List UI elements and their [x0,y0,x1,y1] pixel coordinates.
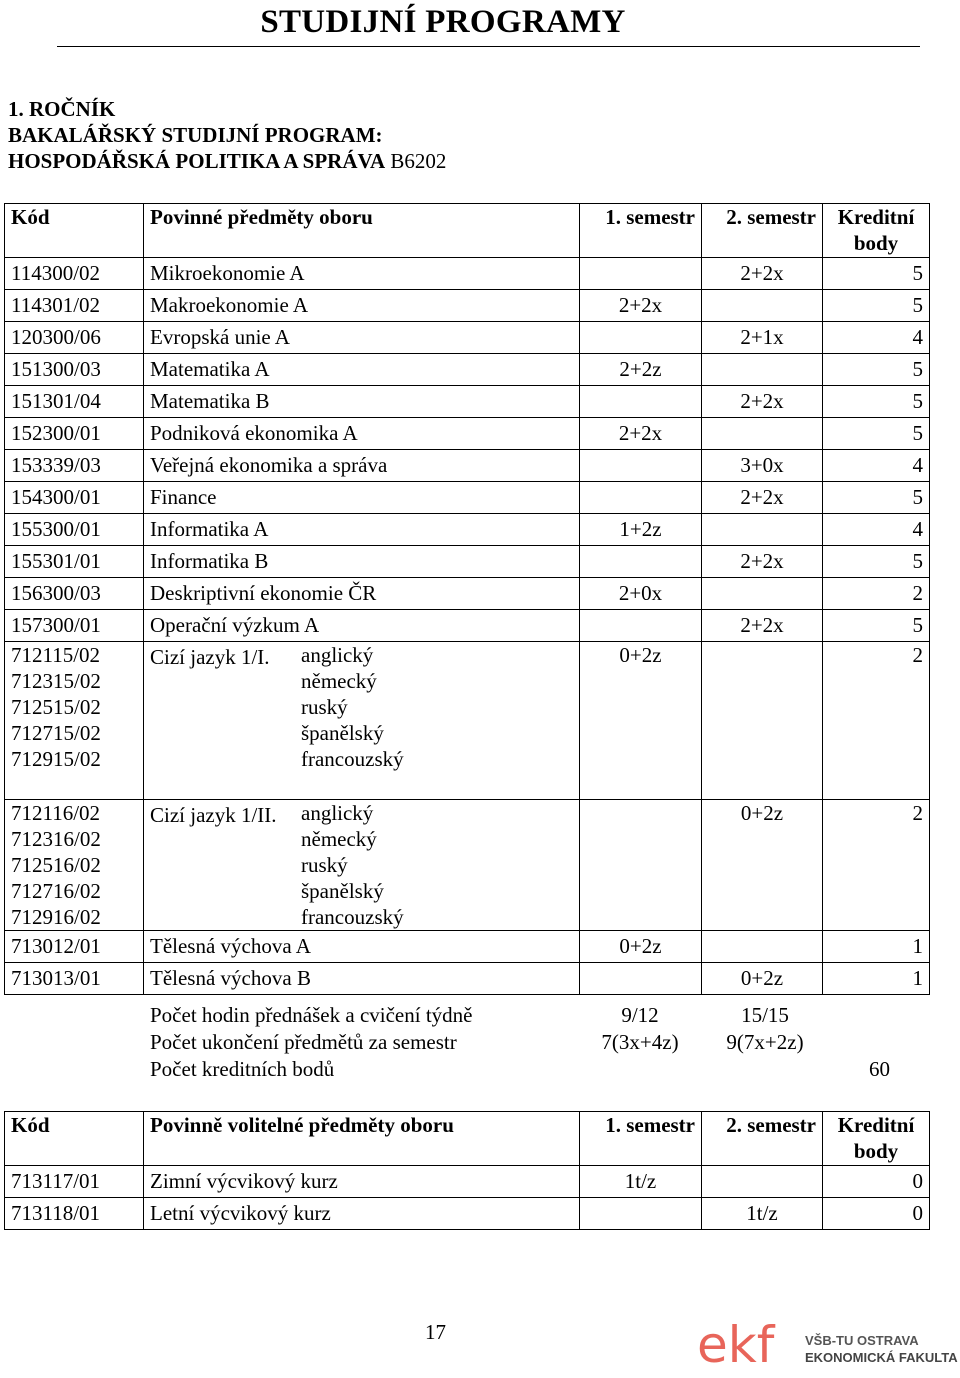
semester-1-value: 2+2x [580,290,702,322]
course-name: Podniková ekonomika A [144,418,580,450]
credits-value: 0 [823,1198,930,1230]
semester-2-value [702,290,823,322]
table-row [5,1166,930,1198]
page-title: STUDIJNÍ PROGRAMY [260,4,626,40]
semester-2-value: 2+2x [702,610,823,642]
table-row [5,514,930,546]
course-name: Operační výzkum A [144,610,580,642]
semester-2-value: 1t/z [702,1198,823,1230]
table-row [5,322,930,354]
title-underline [57,46,920,47]
semester-2-value: 2+2x [702,258,823,290]
table-row [5,258,930,290]
course-code: 153339/03 [5,450,144,482]
logo-mark: ekf [697,1316,775,1373]
table-row [5,418,930,450]
table-header-row [5,1112,930,1166]
language-option: anglický [301,643,374,667]
language-option: ruský [301,853,348,877]
header-credits: Kreditní body [823,1112,930,1166]
heading-field: HOSPODÁŘSKÁ POLITIKA A SPRÁVA B6202 [8,149,447,173]
course-code: 713012/01 [5,931,144,963]
course-code: 152300/01 [5,418,144,450]
course-name: Tělesná výchova B [144,963,580,995]
credits-value: 4 [823,322,930,354]
semester-2-value [702,418,823,450]
language-course-row [5,642,930,800]
semester-1-value: 1+2z [580,514,702,546]
language-option: francouzský [301,747,404,771]
credits-value: 5 [823,610,930,642]
course-code: 151300/03 [5,354,144,386]
course-name: Mikroekonomie A [144,258,580,290]
course-code: 712916/02 [11,905,101,929]
table-row [5,386,930,418]
table-row [5,546,930,578]
course-code: 712915/02 [11,747,101,771]
course-name [144,800,580,931]
credits-value: 4 [823,450,930,482]
semester-2-value [702,354,823,386]
course-code: 713013/01 [5,963,144,995]
semester-2-value: 2+2x [702,386,823,418]
course-code: 712516/02 [11,853,101,877]
table-row [5,963,930,995]
header-semester-1: 1. semestr [580,1112,702,1166]
table-row [5,354,930,386]
semester-2-value [702,1166,823,1198]
course-code: 114300/02 [5,258,144,290]
semester-2-value [702,931,823,963]
course-code: 156300/03 [5,578,144,610]
table-row [5,610,930,642]
credits-value: 5 [823,418,930,450]
credits-value: 4 [823,514,930,546]
course-codes [5,642,144,800]
language-option: francouzský [301,905,404,929]
credits-value: 5 [823,386,930,418]
logo-line-1: VŠB-TU OSTRAVA [805,1333,919,1348]
course-code: 712115/02 [11,643,101,667]
semester-1-value: 0+2z [580,931,702,963]
semester-2-value: 2+2x [702,546,823,578]
semester-1-value: 2+2z [580,354,702,386]
compulsory-courses-table [4,203,930,995]
table-row [5,931,930,963]
language-option: anglický [301,801,374,825]
semester-1-value: 0+2z [580,642,702,800]
course-name: Letní výcvikový kurz [144,1198,580,1230]
language-course-title: Cizí jazyk 1/I. [150,645,270,669]
credits-value: 5 [823,354,930,386]
table-row [5,578,930,610]
header-semester-2: 2. semestr [702,1112,823,1166]
course-code: 155301/01 [5,546,144,578]
semester-1-value [580,546,702,578]
course-code: 151301/04 [5,386,144,418]
header-code: Kód [5,204,144,258]
credits-value: 5 [823,546,930,578]
header-credits: Kreditní body [823,204,930,258]
credits-value: 5 [823,482,930,514]
course-code: 712716/02 [11,879,101,903]
header-code: Kód [5,1112,144,1166]
elective-courses-table [4,1111,930,1230]
course-name [144,642,580,800]
course-code: 712715/02 [11,721,101,745]
credits-value: 2 [823,578,930,610]
course-codes [5,800,144,931]
language-course-title: Cizí jazyk 1/II. [150,803,277,827]
semester-1-value [580,1198,702,1230]
semester-1-value [580,322,702,354]
credits-value: 1 [823,963,930,995]
semester-2-value: 2+2x [702,482,823,514]
semester-2-value [702,642,823,800]
header-semester-2: 2. semestr [702,204,823,258]
semester-2-value [702,578,823,610]
course-name: Tělesná výchova A [144,931,580,963]
semester-1-value [580,610,702,642]
language-option: německý [301,669,377,693]
semester-1-value: 2+0x [580,578,702,610]
semester-1-value [580,482,702,514]
credits-value: 1 [823,931,930,963]
semester-1-value [580,258,702,290]
course-name: Informatika A [144,514,580,546]
table-header-row [5,204,930,258]
logo-line-2: EKONOMICKÁ FAKULTA [805,1350,958,1365]
language-option: španělský [301,879,384,903]
language-option: německý [301,827,377,851]
credits-value: 0 [823,1166,930,1198]
semester-1-value [580,386,702,418]
course-code: 712316/02 [11,827,101,851]
course-code: 713117/01 [5,1166,144,1198]
summary-completions: Počet ukončení předmětů za semestr 7(3x+4z) 9(7x+2z) [150,1030,804,1054]
course-name: Finance [144,482,580,514]
course-name: Matematika B [144,386,580,418]
course-name: Makroekonomie A [144,290,580,322]
credits-value: 5 [823,290,930,322]
page-number: 17 [425,1320,446,1344]
heading-program: BAKALÁŘSKÝ STUDIJNÍ PROGRAM: [8,123,383,147]
semester-2-value: 0+2z [702,963,823,995]
language-option: španělský [301,721,384,745]
semester-1-value [580,450,702,482]
semester-1-value: 1t/z [580,1166,702,1198]
language-course-row [5,800,930,931]
table-row [5,482,930,514]
course-code: 157300/01 [5,610,144,642]
table-row [5,450,930,482]
header-subject: Povinné předměty oboru [144,204,580,258]
course-name: Matematika A [144,354,580,386]
semester-2-value [702,514,823,546]
heading-year: 1. ROČNÍK [8,97,116,121]
semester-1-value [580,800,702,931]
heading-field-code: B6202 [390,149,447,173]
semester-2-value: 2+1x [702,322,823,354]
semester-2-value: 0+2z [702,800,823,931]
table-row [5,290,930,322]
semester-1-value: 2+2x [580,418,702,450]
course-code: 712315/02 [11,669,101,693]
course-name: Zimní výcvikový kurz [144,1166,580,1198]
course-name: Deskriptivní ekonomie ČR [144,578,580,610]
course-code: 154300/01 [5,482,144,514]
credits-value: 2 [823,642,930,800]
course-code: 120300/06 [5,322,144,354]
language-option: ruský [301,695,348,719]
summary-hours: Počet hodin přednášek a cvičení týdně 9/12 15/15 [150,1003,789,1027]
course-code: 712116/02 [11,801,101,825]
course-name: Evropská unie A [144,322,580,354]
header-subject: Povinně volitelné předměty oboru [144,1112,580,1166]
summary-credits: Počet kreditních bodů 60 [150,1057,890,1081]
credits-value: 5 [823,258,930,290]
semester-2-value: 3+0x [702,450,823,482]
header-semester-1: 1. semestr [580,204,702,258]
course-code: 712515/02 [11,695,101,719]
table-row [5,1198,930,1230]
course-code: 713118/01 [5,1198,144,1230]
ekf-logo-icon [697,1314,807,1373]
course-name: Veřejná ekonomika a správa [144,450,580,482]
semester-1-value [580,963,702,995]
summary-block [150,1002,910,1083]
course-name: Informatika B [144,546,580,578]
credits-value: 2 [823,800,930,931]
course-code: 114301/02 [5,290,144,322]
course-code: 155300/01 [5,514,144,546]
